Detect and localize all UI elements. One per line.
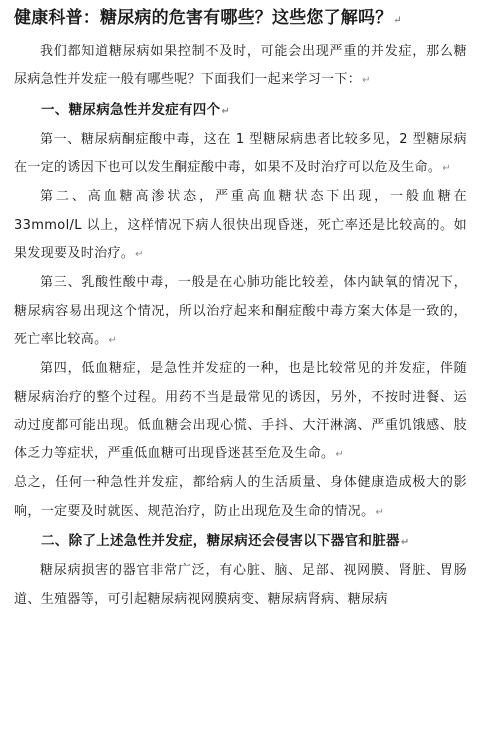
item-hyperosmolar-paragraph (14, 183, 467, 269)
summary-paragraph (14, 469, 467, 527)
item-hypoglycemia-text: 第四，低血糖症，是急性并发症的一种，也是比较常见的并发症，伴随糖尿病治疗的整个过程。用药不当是最常见的诱因，另外，不按时进餐、运动过度都可能出现。低血糖会出现心慌、手抖、大汗淋漓、严重饥饿感、肢体乏力等症状，严重低血糖可出现昏迷甚至危及生命。 (14, 361, 467, 462)
summary-text: 总之，任何一种急性并发症，都给病人的生活质量、身体健康造成极大的影响，一定要及时就医、规范治疗，防止出现危及生命的情况。 (14, 475, 467, 519)
intro-text: 我们都知道糖尿病如果控制不及时，可能会出现严重的并发症，那么糖尿病急性并发症一般有哪些呢？下面我们一起来学习一下： (14, 44, 467, 88)
section-heading-organs (14, 527, 467, 557)
paragraph-mark-icon: ↵ (135, 249, 144, 261)
paragraph-mark-icon: ↵ (442, 163, 451, 175)
item-lactic-acidosis-text: 第三、乳酸性酸中毒，一般是在心肺功能比较差，体内缺氧的情况下，糖尿病容易出现这个情况，所以治疗起来和酮症酸中毒方案大体是一致的，死亡率比较高。 (14, 275, 467, 347)
paragraph-mark-icon: ↵ (393, 15, 402, 26)
paragraph-mark-icon: ↵ (335, 449, 345, 461)
section-heading-acute (14, 96, 467, 126)
paragraph-mark-icon: ↵ (375, 506, 385, 518)
item-hyperosmolar-text: 第二、高血糖高渗状态，严重高血糖状态下出现，一般血糖在 33mmol/L 以上，这样情况下病人很快出现昏迷，死亡率还是比较高的。如果发现要及时治疗。 (14, 189, 467, 262)
item-ketoacidosis-text: 第一、糖尿病酮症酸中毒，这在 1 型糖尿病患者比较多见，2 型糖尿病在一定的诱因下也可以发生酮症酸中毒，如果不及时治疗可以危及生命。 (14, 131, 467, 176)
organs-paragraph (14, 557, 467, 614)
intro-paragraph (14, 38, 467, 96)
paragraph-mark-icon: ↵ (400, 537, 410, 549)
paragraph-mark-icon: ↵ (362, 75, 371, 87)
article-title (14, 6, 467, 33)
section-heading-acute-text: 一、糖尿病急性并发症有四个 (41, 101, 221, 118)
item-lactic-acidosis-paragraph (14, 269, 467, 355)
article-title-text: 健康科普：糖尿病的危害有哪些？这些您了解吗？ (14, 8, 393, 28)
item-ketoacidosis-paragraph (14, 126, 467, 184)
organs-text: 糖尿病损害的器官非常广泛，有心脏、脑、足部、视网膜、肾脏、胃肠道、生殖器等，可引起糖尿病视网膜病变、糖尿病肾病、糖尿病 (14, 563, 467, 607)
paragraph-mark-icon: ↵ (108, 334, 118, 346)
paragraph-mark-icon: ↵ (221, 105, 231, 117)
section-heading-organs-text: 二、除了上述急性并发症，糖尿病还会侵害以下器官和脏器 (41, 533, 400, 550)
item-hypoglycemia-paragraph (14, 355, 467, 469)
